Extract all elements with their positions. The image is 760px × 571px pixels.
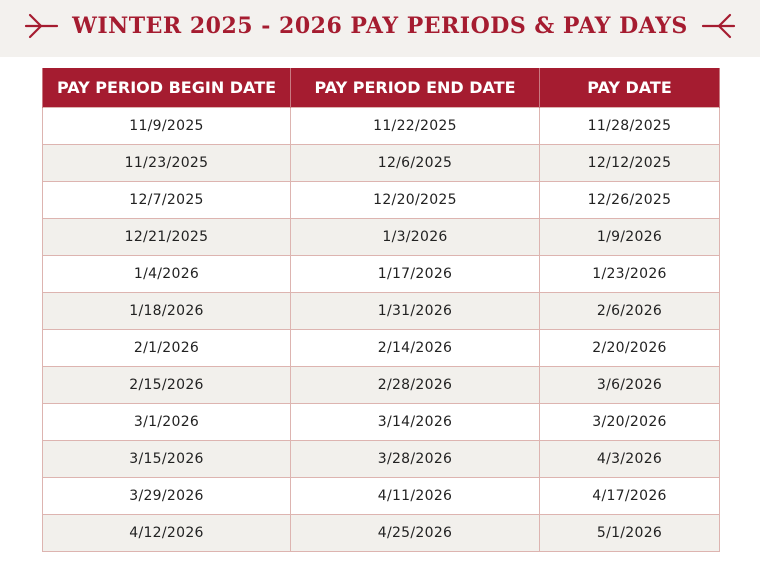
table-row (43, 515, 720, 552)
end-date-cell: 3/28/2026 (291, 441, 540, 478)
page-title: WINTER 2025 - 2026 PAY PERIODS & PAY DAYS (72, 13, 688, 39)
begin-date-cell: 11/9/2025 (43, 108, 291, 145)
begin-date-cell: 11/23/2025 (43, 145, 291, 182)
table-row (43, 367, 720, 404)
pay-date-cell: 3/20/2026 (540, 404, 720, 441)
pay-date-cell: 11/28/2025 (540, 108, 720, 145)
pay-date-cell: 4/17/2026 (540, 478, 720, 515)
table-row (43, 145, 720, 182)
pay-date-cell: 2/6/2026 (540, 293, 720, 330)
table-row (43, 293, 720, 330)
end-date-cell: 3/14/2026 (291, 404, 540, 441)
end-date-cell: 11/22/2025 (291, 108, 540, 145)
pay-date-cell: 3/6/2026 (540, 367, 720, 404)
end-date-cell: 12/6/2025 (291, 145, 540, 182)
begin-date-cell: 12/21/2025 (43, 219, 291, 256)
table-row (43, 441, 720, 478)
table-row (43, 219, 720, 256)
begin-date-cell: 3/15/2026 (43, 441, 291, 478)
pay-date-cell: 5/1/2026 (540, 515, 720, 552)
column-header-end-date: PAY PERIOD END DATE (291, 68, 540, 108)
end-date-cell: 2/14/2026 (291, 330, 540, 367)
begin-date-cell: 2/1/2026 (43, 330, 291, 367)
table-row (43, 256, 720, 293)
pay-date-cell: 12/26/2025 (540, 182, 720, 219)
pay-date-cell: 2/20/2026 (540, 330, 720, 367)
end-date-cell: 4/25/2026 (291, 515, 540, 552)
begin-date-cell: 2/15/2026 (43, 367, 291, 404)
end-date-cell: 4/11/2026 (291, 478, 540, 515)
pay-schedule-table (42, 68, 720, 552)
table-row (43, 108, 720, 145)
arrow-left-icon (700, 12, 736, 40)
end-date-cell: 1/31/2026 (291, 293, 540, 330)
column-header-pay-date: PAY DATE (540, 68, 720, 108)
table-header-row (43, 68, 720, 108)
title-bar (0, 0, 760, 57)
begin-date-cell: 1/18/2026 (43, 293, 291, 330)
pay-date-cell: 1/9/2026 (540, 219, 720, 256)
begin-date-cell: 3/1/2026 (43, 404, 291, 441)
begin-date-cell: 3/29/2026 (43, 478, 291, 515)
begin-date-cell: 4/12/2026 (43, 515, 291, 552)
table-row (43, 478, 720, 515)
table-row (43, 182, 720, 219)
begin-date-cell: 1/4/2026 (43, 256, 291, 293)
pay-date-cell: 1/23/2026 (540, 256, 720, 293)
begin-date-cell: 12/7/2025 (43, 182, 291, 219)
pay-date-cell: 4/3/2026 (540, 441, 720, 478)
end-date-cell: 1/17/2026 (291, 256, 540, 293)
table-row (43, 404, 720, 441)
table-row (43, 330, 720, 367)
column-header-begin-date: PAY PERIOD BEGIN DATE (43, 68, 291, 108)
end-date-cell: 12/20/2025 (291, 182, 540, 219)
pay-date-cell: 12/12/2025 (540, 145, 720, 182)
end-date-cell: 2/28/2026 (291, 367, 540, 404)
end-date-cell: 1/3/2026 (291, 219, 540, 256)
